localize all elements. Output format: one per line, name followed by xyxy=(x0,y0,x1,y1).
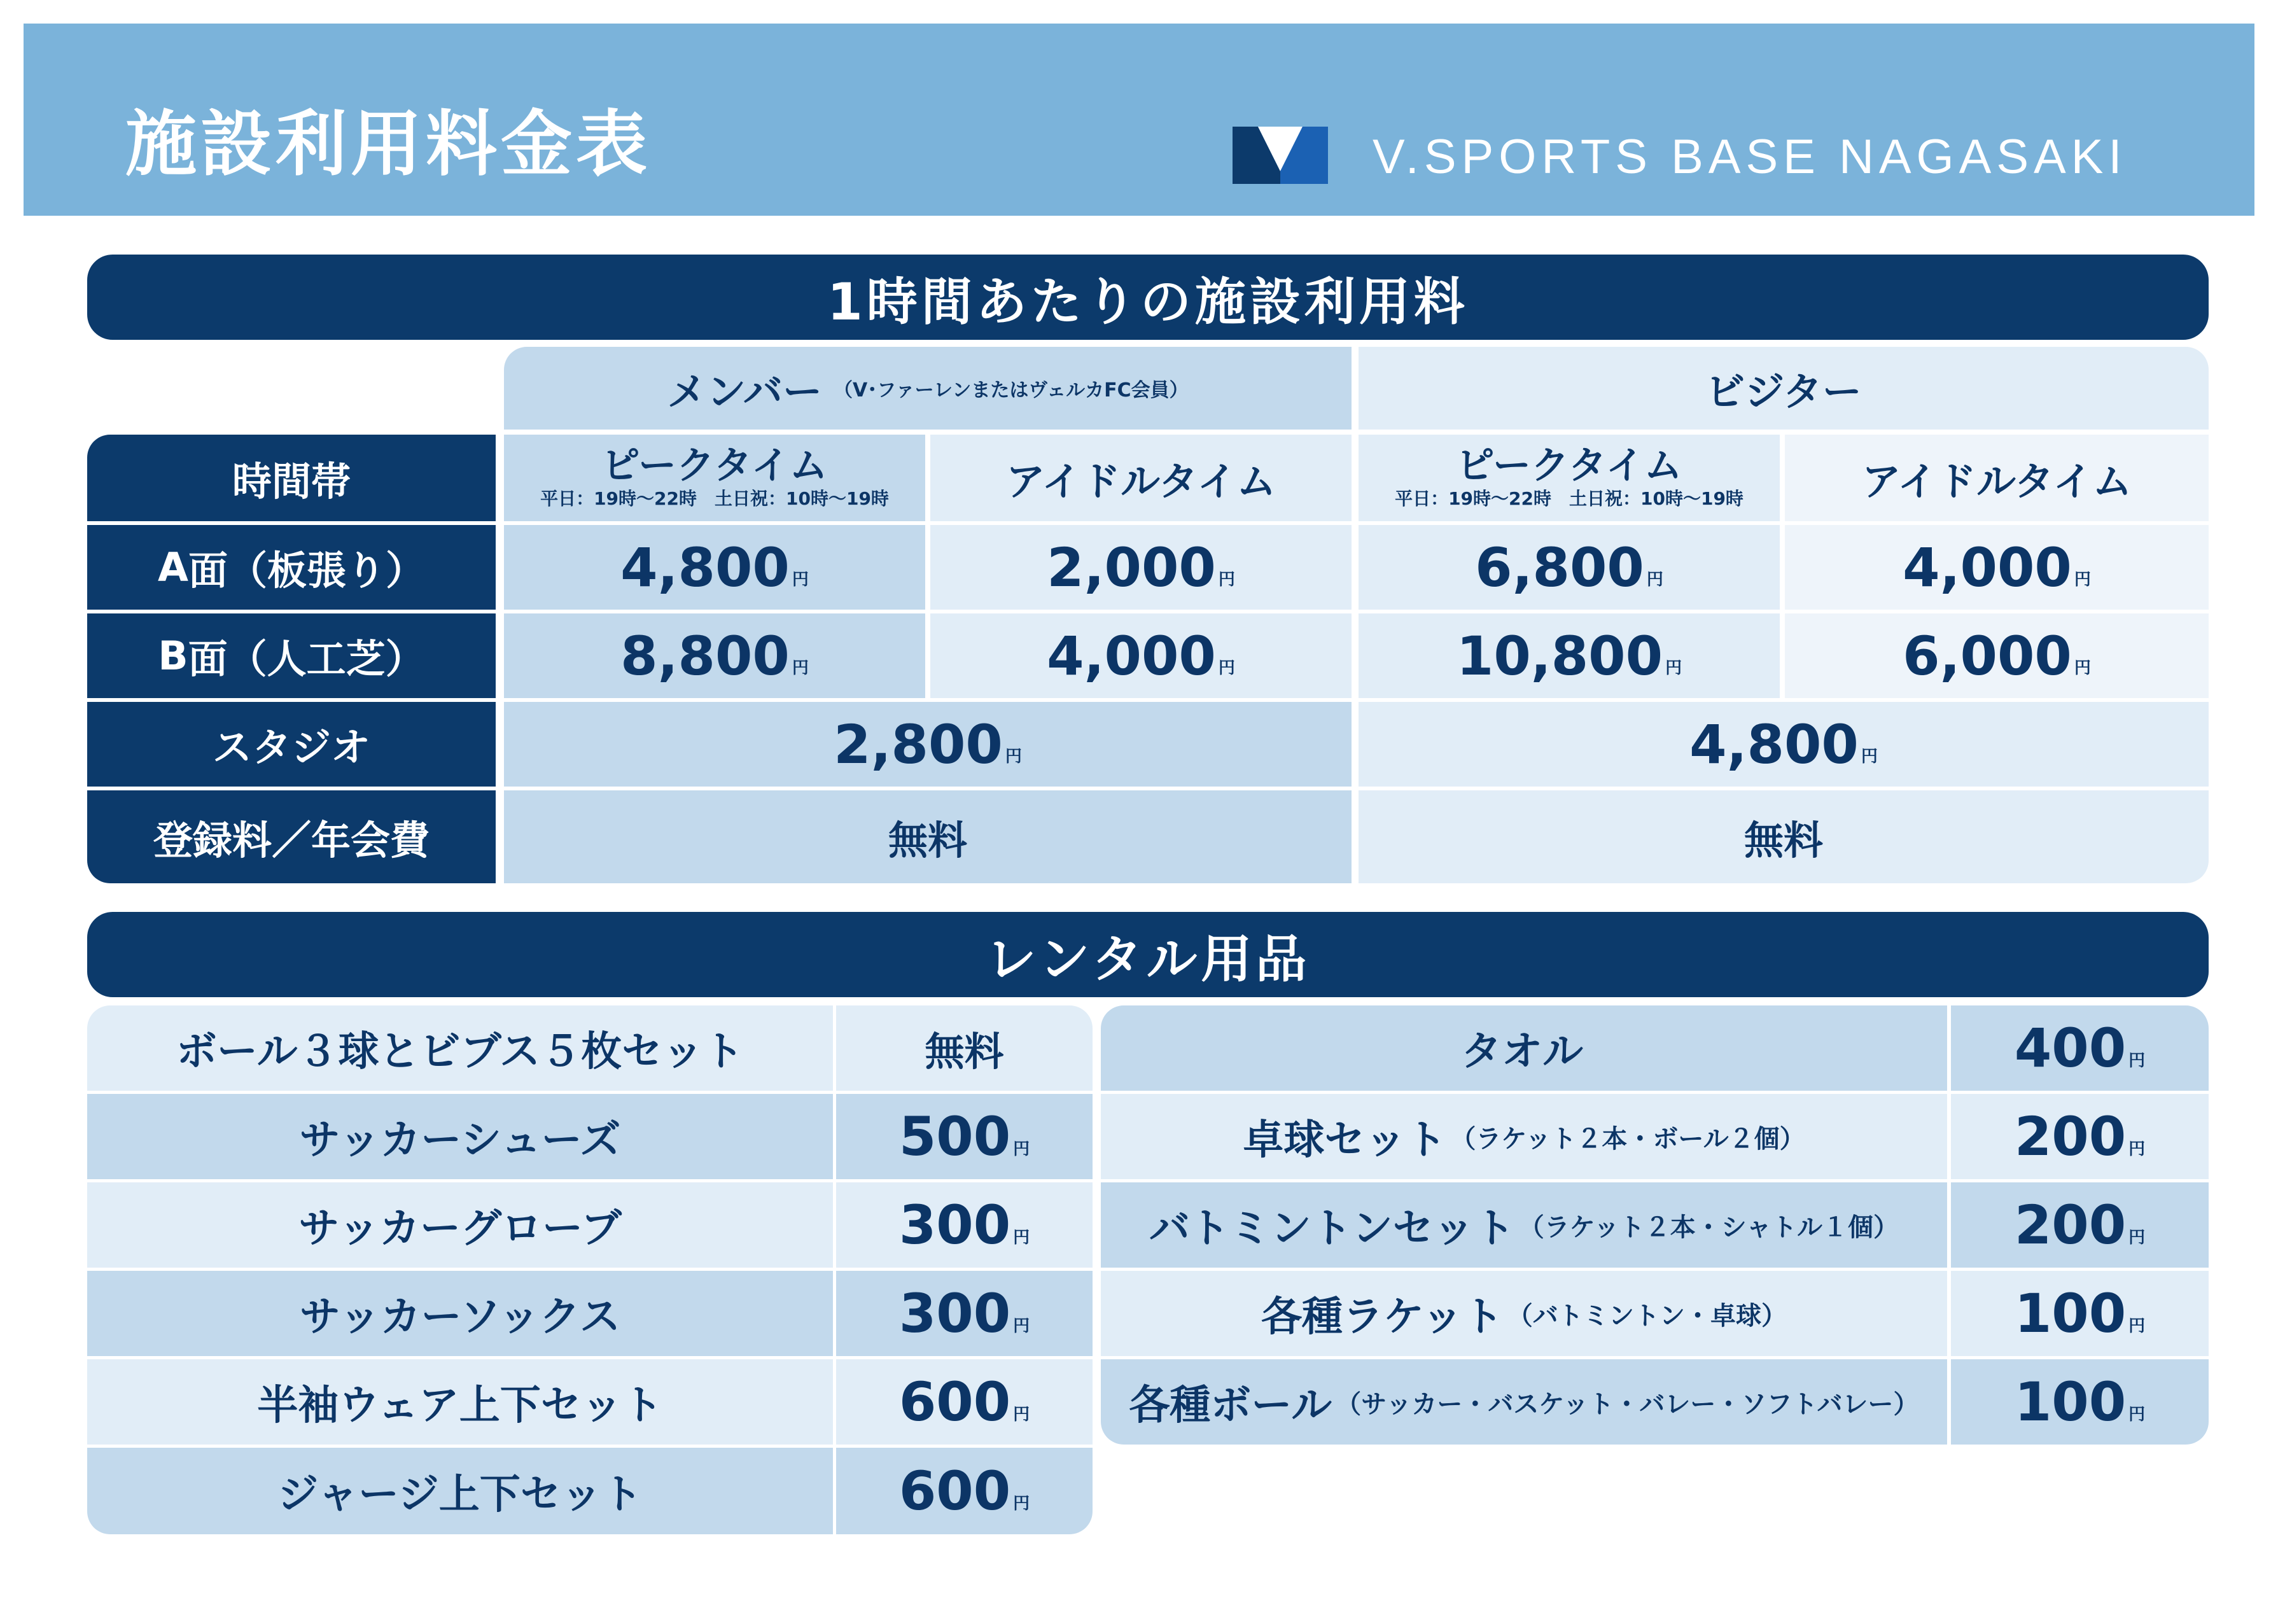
rental-price: 300 円 xyxy=(836,1182,1093,1268)
rental-price: 600 円 xyxy=(836,1448,1093,1534)
rental-price: 200 円 xyxy=(1951,1094,2209,1179)
member-header: メンバー （V･ファーレンまたはヴェルカFC会員） xyxy=(504,347,1352,430)
price-studio-member: 2,800 円 xyxy=(504,702,1352,787)
rental-price: 100 円 xyxy=(1951,1359,2209,1445)
price-a-visitor-peak: 6,800 円 xyxy=(1359,525,1780,610)
price-b-visitor-peak: 10,800 円 xyxy=(1359,613,1780,698)
price-studio-visitor: 4,800 円 xyxy=(1359,702,2209,787)
rental-price: 無料 xyxy=(836,1005,1093,1091)
rental-item: 各種ボール （サッカー・バスケット・バレー・ソフトバレー） xyxy=(1101,1359,1947,1445)
rental-item: 卓球セット （ラケット２本・ボール２個） xyxy=(1101,1094,1947,1179)
rental-price: 400 円 xyxy=(1951,1005,2209,1091)
time-label: 時間帯 xyxy=(87,435,496,521)
row-label-b: B 面 （人工芝） xyxy=(87,613,496,698)
rental-item: ボール３球とビブス５枚セット xyxy=(87,1005,833,1091)
rental-item: ジャージ上下セット xyxy=(87,1448,833,1534)
row-label-a: A 面 （板張り） xyxy=(87,525,496,610)
rental-item: 半袖ウェア上下セット xyxy=(87,1359,833,1445)
v-sports-logo-icon xyxy=(1233,127,1328,184)
header-banner xyxy=(24,24,2254,216)
rental-price: 500 円 xyxy=(836,1094,1093,1179)
brand-name: V.SPORTS BASE NAGASAKI xyxy=(1373,130,2127,184)
page-title: 施設利用料金表 xyxy=(125,103,651,186)
visitor-peak-header: ピークタイム 平日：19時～22時 土日祝：10時～19時 xyxy=(1359,435,1780,521)
row-label-studio: スタジオ xyxy=(87,702,496,787)
price-a-member-idle: 2,000 円 xyxy=(930,525,1352,610)
rental-item: サッカーシューズ xyxy=(87,1094,833,1179)
rental-item: サッカーソックス xyxy=(87,1271,833,1356)
price-b-member-idle: 4,000 円 xyxy=(930,613,1352,698)
rental-item: 各種ラケット （バトミントン・卓球） xyxy=(1101,1271,1947,1356)
price-registration-visitor: 無料 xyxy=(1359,790,2209,883)
rental-price: 100 円 xyxy=(1951,1271,2209,1356)
row-label-registration: 登録料／年会費 xyxy=(87,790,496,883)
member-note: （V･ファーレンまたはヴェルカFC会員） xyxy=(834,379,1189,402)
price-a-visitor-idle: 4,000 円 xyxy=(1785,525,2209,610)
rental-price: 600 円 xyxy=(836,1359,1093,1445)
price-registration-member: 無料 xyxy=(504,790,1352,883)
rental-item: バトミントンセット （ラケット２本・シャトル１個） xyxy=(1101,1182,1947,1268)
rental-price: 200 円 xyxy=(1951,1182,2209,1268)
price-b-visitor-idle: 6,000 円 xyxy=(1785,613,2209,698)
price-b-member-peak: 8,800 円 xyxy=(504,613,925,698)
price-a-member-peak: 4,800 円 xyxy=(504,525,925,610)
visitor-header: ビジター xyxy=(1359,347,2209,430)
rental-price: 300 円 xyxy=(836,1271,1093,1356)
rental-item: タオル xyxy=(1101,1005,1947,1091)
member-idle-header: アイドルタイム xyxy=(930,435,1352,521)
member-peak-header: ピークタイム 平日：19時～22時 土日祝：10時～19時 xyxy=(504,435,925,521)
rental-section-title: レンタル用品 xyxy=(87,912,2209,997)
visitor-idle-header: アイドルタイム xyxy=(1785,435,2209,521)
rental-item: サッカーグローブ xyxy=(87,1182,833,1268)
fees-section-title: 1時間あたりの施設利用料 xyxy=(87,255,2209,340)
